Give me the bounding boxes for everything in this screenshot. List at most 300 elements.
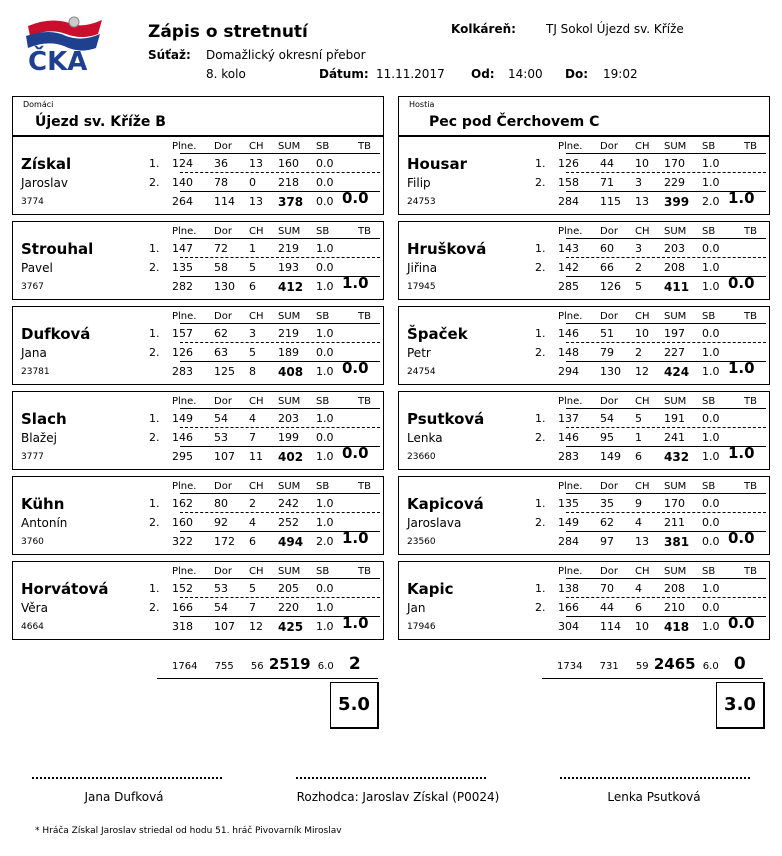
player-first-name: Jaroslav [21, 176, 68, 190]
total-ch: 13 [249, 195, 263, 208]
player-last-name: Horvátová [21, 580, 109, 598]
home-role: Domáci [23, 100, 54, 109]
sutaz-label: Súťaž: [148, 48, 191, 62]
total-d: 126 [600, 280, 621, 293]
total-sb: 1.0 [702, 450, 720, 463]
round-number: 2. [535, 516, 546, 529]
home-team-box [12, 96, 384, 136]
round-p: 147 [172, 242, 193, 255]
date-value: 11.11.2017 [376, 67, 445, 81]
round-number: 2. [149, 431, 160, 444]
row-divider [180, 512, 380, 513]
total-sum: 494 [278, 535, 304, 549]
player-first-name: Lenka [407, 431, 443, 445]
round-number: 1. [535, 582, 546, 595]
player-last-name: Kapicová [407, 495, 484, 513]
total-sb: 1.0 [316, 620, 334, 633]
round-ch: 2 [635, 346, 642, 359]
round-d: 53 [214, 431, 228, 444]
player-team-points: 0.0 [728, 614, 755, 632]
round-ch: 2 [249, 497, 256, 510]
away-totals [557, 654, 746, 674]
round-p: 148 [558, 346, 579, 359]
total-d: 97 [600, 535, 614, 548]
player-first-name: Jiřina [407, 261, 438, 275]
round-p: 162 [172, 497, 193, 510]
total-d: 114 [600, 620, 621, 633]
total-sb: 2.0 [316, 535, 334, 548]
total-sb: 1.0 [702, 365, 720, 378]
away-team-box [398, 96, 770, 136]
round-p: 135 [558, 497, 579, 510]
player-team-points: 0.0 [728, 529, 755, 547]
total-ch: 10 [635, 620, 649, 633]
round-p: 146 [558, 327, 579, 340]
column-header-tb: TB [358, 226, 371, 237]
player-first-name: Filip [407, 176, 431, 190]
cka-logo [22, 14, 106, 74]
row-divider [180, 427, 380, 428]
round-ch: 7 [249, 431, 256, 444]
total-sum: 411 [664, 280, 690, 294]
column-header: Plne. [172, 141, 197, 152]
away-player-card [398, 561, 770, 640]
round-sum: 205 [278, 582, 299, 595]
total-sum: 432 [664, 450, 690, 464]
player-last-name: Slach [21, 410, 67, 428]
round-d: 63 [214, 346, 228, 359]
round-ch: 0 [249, 176, 256, 189]
away-total-sum: 2465 [653, 655, 696, 673]
round-sum: 189 [278, 346, 299, 359]
round-number: 2. [149, 261, 160, 274]
home-player-card [12, 476, 384, 555]
row-divider [566, 427, 766, 428]
column-header: CH [249, 311, 264, 322]
total-sb: 1.0 [316, 450, 334, 463]
header-rule [566, 238, 766, 239]
total-p: 282 [172, 280, 193, 293]
round-number: 1. [149, 327, 160, 340]
round-p: 126 [558, 157, 579, 170]
column-header-tb: TB [744, 566, 757, 577]
away-total-ch: 59 [635, 661, 649, 672]
round-ch: 1 [635, 431, 642, 444]
end-label: Do: [565, 67, 589, 81]
round-ch: 6 [635, 601, 642, 614]
column-header: Plne. [558, 396, 583, 407]
column-header: SB [316, 481, 330, 492]
round-d: 58 [214, 261, 228, 274]
home-player-card [12, 561, 384, 640]
column-header: Dor [214, 566, 232, 577]
round-p: 166 [172, 601, 193, 614]
round-sum: 252 [278, 516, 299, 529]
player-id: 23560 [407, 537, 436, 547]
round-sum: 242 [278, 497, 299, 510]
header-rule [180, 238, 380, 239]
player-id: 4664 [21, 622, 44, 632]
round-sb: 0.0 [316, 431, 334, 444]
player-team-points: 1.0 [342, 529, 369, 547]
round-number: 1. [149, 242, 160, 255]
column-header: Dor [214, 226, 232, 237]
round-p: 138 [558, 582, 579, 595]
player-first-name: Jaroslava [407, 516, 462, 530]
player-id: 23781 [21, 367, 50, 377]
round-ch: 7 [249, 601, 256, 614]
player-last-name: Housar [407, 155, 467, 173]
round-sum: 197 [664, 327, 685, 340]
round-sum: 241 [664, 431, 685, 444]
total-p: 295 [172, 450, 193, 463]
player-id: 3777 [21, 452, 44, 462]
round-p: 124 [172, 157, 193, 170]
home-player-card [12, 221, 384, 300]
header-rule [566, 408, 766, 409]
round-number: 1. [535, 412, 546, 425]
round-ch: 4 [635, 516, 642, 529]
total-p: 322 [172, 535, 193, 548]
round-number: 1. [149, 157, 160, 170]
round-sb: 0.0 [702, 242, 720, 255]
column-header: CH [635, 396, 650, 407]
player-id: 24754 [407, 367, 436, 377]
total-ch: 13 [635, 195, 649, 208]
total-d: 172 [214, 535, 235, 548]
total-ch: 13 [635, 535, 649, 548]
round-ch: 5 [249, 261, 256, 274]
round-ch: 3 [249, 327, 256, 340]
round-sb: 0.0 [702, 601, 720, 614]
header-rule [566, 323, 766, 324]
player-id: 17945 [407, 282, 436, 292]
round-sum: 203 [278, 412, 299, 425]
round-sb: 1.0 [316, 327, 334, 340]
column-header-tb: TB [358, 396, 371, 407]
round-d: 95 [600, 431, 614, 444]
column-header: Dor [600, 141, 618, 152]
total-p: 294 [558, 365, 579, 378]
round-sb: 1.0 [702, 582, 720, 595]
player-first-name: Jan [407, 601, 426, 615]
column-header-tb: TB [358, 481, 371, 492]
total-ch: 6 [635, 450, 642, 463]
round-sum: 227 [664, 346, 685, 359]
signature-line-middle [296, 777, 486, 779]
total-d: 107 [214, 450, 235, 463]
column-header: Plne. [172, 566, 197, 577]
total-d: 130 [600, 365, 621, 378]
column-header: SUM [664, 226, 687, 237]
round-number: 1. [149, 582, 160, 595]
round-sb: 1.0 [316, 516, 334, 529]
home-player-card [12, 136, 384, 215]
away-player-card [398, 306, 770, 385]
column-header: Dor [600, 311, 618, 322]
round-d: 36 [214, 157, 228, 170]
round-sum: 219 [278, 327, 299, 340]
round-d: 54 [214, 601, 228, 614]
header-rule [180, 408, 380, 409]
column-header-tb: TB [358, 141, 371, 152]
total-sb: 0.0 [316, 195, 334, 208]
row-divider [566, 172, 766, 173]
column-header: Plne. [558, 566, 583, 577]
header-rule [566, 153, 766, 154]
round-p: 126 [172, 346, 193, 359]
total-sum: 425 [278, 620, 304, 634]
player-id: 3767 [21, 282, 44, 292]
round-sum: 220 [278, 601, 299, 614]
row-divider [566, 257, 766, 258]
column-header: SUM [278, 141, 301, 152]
column-header: SB [702, 141, 716, 152]
player-first-name: Antonín [21, 516, 68, 530]
round-sum: 203 [664, 242, 685, 255]
round-number: 1. [535, 157, 546, 170]
round-d: 80 [214, 497, 228, 510]
total-p: 283 [558, 450, 579, 463]
column-header: Plne. [558, 141, 583, 152]
player-id: 3774 [21, 197, 44, 207]
row-divider [180, 342, 380, 343]
row-divider [180, 257, 380, 258]
round-d: 54 [600, 412, 614, 425]
total-p: 284 [558, 535, 579, 548]
player-last-name: Psutková [407, 410, 485, 428]
home-total-sb: 6.0 [317, 661, 334, 672]
total-sum: 381 [664, 535, 690, 549]
column-header: Plne. [172, 481, 197, 492]
round-sb: 0.0 [702, 412, 720, 425]
column-header: SB [702, 396, 716, 407]
player-team-points: 1.0 [728, 189, 755, 207]
round-number: 2. [535, 176, 546, 189]
round-number: 2. [149, 601, 160, 614]
round-p: 140 [172, 176, 193, 189]
round-d: 53 [214, 582, 228, 595]
player-last-name: Získal [21, 155, 72, 173]
player-first-name: Jana [21, 346, 47, 360]
footnote: * Hráča Získal Jaroslav striedal od hodu 51. hráč Pivovarník Miroslav [35, 826, 342, 836]
round-number: 1. [149, 412, 160, 425]
column-header: SUM [278, 311, 301, 322]
round-d: 62 [600, 516, 614, 529]
signature-home: Jana Dufková [84, 790, 164, 804]
round-sum: 170 [664, 497, 685, 510]
total-sb: 0.0 [702, 535, 720, 548]
round-ch: 4 [249, 412, 256, 425]
column-header: CH [249, 566, 264, 577]
round-ch: 4 [249, 516, 256, 529]
round-number: 1. [535, 327, 546, 340]
round-p: 157 [172, 327, 193, 340]
player-id: 17946 [407, 622, 436, 632]
column-header-tb: TB [358, 566, 371, 577]
total-ch: 11 [249, 450, 263, 463]
column-header: SUM [278, 481, 301, 492]
total-sum: 412 [278, 280, 304, 294]
home-total-tb: 2 [348, 654, 361, 674]
round-ch: 2 [635, 261, 642, 274]
round-ch: 4 [635, 582, 642, 595]
round-sum: 210 [664, 601, 685, 614]
round-sb: 1.0 [702, 157, 720, 170]
round-d: 62 [214, 327, 228, 340]
away-team-name: Pec pod Čerchovem C [429, 114, 600, 130]
round-sum: 193 [278, 261, 299, 274]
row-divider [180, 172, 380, 173]
total-p: 285 [558, 280, 579, 293]
total-sb: 1.0 [702, 620, 720, 633]
round-sb: 1.0 [316, 412, 334, 425]
away-player-card [398, 476, 770, 555]
sutaz-value: Domažlický okresní přebor [206, 48, 366, 62]
round-number: 1. [535, 242, 546, 255]
round-ch: 13 [249, 157, 263, 170]
round-sb: 1.0 [316, 497, 334, 510]
total-ch: 6 [249, 280, 256, 293]
signature-line-left [32, 777, 222, 779]
round-p: 137 [558, 412, 579, 425]
header-rule [566, 578, 766, 579]
round-sb: 0.0 [316, 346, 334, 359]
round-sum: 219 [278, 242, 299, 255]
row-divider [566, 342, 766, 343]
total-p: 264 [172, 195, 193, 208]
round-ch: 3 [635, 176, 642, 189]
round-number: 1. [535, 497, 546, 510]
player-first-name: Blažej [21, 431, 57, 445]
column-header: Dor [600, 566, 618, 577]
away-total-line [542, 678, 763, 679]
round-sb: 0.0 [316, 157, 334, 170]
player-team-points: 1.0 [342, 614, 369, 632]
total-sb: 1.0 [316, 280, 334, 293]
player-team-points: 1.0 [342, 274, 369, 292]
column-header: SB [702, 481, 716, 492]
total-d: 149 [600, 450, 621, 463]
round-sb: 0.0 [702, 327, 720, 340]
away-player-card [398, 391, 770, 470]
svg-text:ČKA: ČKA [28, 47, 88, 74]
column-header: Dor [214, 141, 232, 152]
total-d: 115 [600, 195, 621, 208]
round-p: 142 [558, 261, 579, 274]
column-header: CH [635, 311, 650, 322]
round-number: 2. [535, 261, 546, 274]
round-p: 143 [558, 242, 579, 255]
round-sum: 199 [278, 431, 299, 444]
column-header: Dor [600, 226, 618, 237]
column-header: CH [249, 141, 264, 152]
column-header: SB [316, 141, 330, 152]
round-sum: 211 [664, 516, 685, 529]
home-player-card [12, 391, 384, 470]
signature-line-right [560, 777, 750, 779]
home-team-name: Újezd sv. Kříže B [35, 114, 166, 130]
round-d: 51 [600, 327, 614, 340]
column-header: Plne. [172, 226, 197, 237]
column-header: Plne. [558, 481, 583, 492]
round-number: 2. [149, 176, 160, 189]
player-team-points: 1.0 [728, 359, 755, 377]
round-ch: 3 [635, 242, 642, 255]
total-d: 114 [214, 195, 235, 208]
start-label: Od: [471, 67, 495, 81]
total-ch: 6 [249, 535, 256, 548]
total-sum: 418 [664, 620, 690, 634]
column-header-tb: TB [744, 396, 757, 407]
home-total-dor: 755 [214, 661, 234, 672]
header-rule [566, 493, 766, 494]
round-d: 35 [600, 497, 614, 510]
round-p: 158 [558, 176, 579, 189]
away-player-card [398, 136, 770, 215]
column-header: Plne. [558, 226, 583, 237]
total-sb: 1.0 [702, 280, 720, 293]
total-ch: 5 [635, 280, 642, 293]
total-p: 284 [558, 195, 579, 208]
player-team-points: 0.0 [342, 444, 369, 462]
round-sb: 0.0 [702, 516, 720, 529]
round-d: 44 [600, 157, 614, 170]
column-header: SB [316, 226, 330, 237]
round-d: 60 [600, 242, 614, 255]
row-divider [180, 597, 380, 598]
away-total-tb: 0 [733, 654, 746, 674]
column-header: SUM [278, 226, 301, 237]
column-header: CH [635, 226, 650, 237]
column-header-tb: TB [744, 311, 757, 322]
home-total-plne: 1764 [172, 661, 198, 672]
round-d: 71 [600, 176, 614, 189]
column-header-tb: TB [744, 141, 757, 152]
column-header: SUM [278, 566, 301, 577]
column-header: Plne. [558, 311, 583, 322]
player-first-name: Pavel [21, 261, 53, 275]
total-d: 125 [214, 365, 235, 378]
player-last-name: Špaček [407, 325, 468, 343]
round-sum: 160 [278, 157, 299, 170]
round-sum: 229 [664, 176, 685, 189]
round-d: 70 [600, 582, 614, 595]
column-header: Plne. [172, 396, 197, 407]
column-header: CH [635, 141, 650, 152]
column-header: CH [249, 226, 264, 237]
player-id: 23660 [407, 452, 436, 462]
total-d: 107 [214, 620, 235, 633]
signature-away: Lenka Psutková [607, 790, 701, 804]
total-ch: 12 [249, 620, 263, 633]
away-total-sb: 6.0 [702, 661, 719, 672]
round-value: 8. kolo [206, 67, 246, 81]
round-p: 149 [172, 412, 193, 425]
total-sum: 402 [278, 450, 304, 464]
round-d: 79 [600, 346, 614, 359]
round-d: 78 [214, 176, 228, 189]
round-sum: 170 [664, 157, 685, 170]
total-ch: 12 [635, 365, 649, 378]
total-sum: 424 [664, 365, 690, 379]
total-ch: 8 [249, 365, 256, 378]
player-first-name: Petr [407, 346, 431, 360]
total-sb: 2.0 [702, 195, 720, 208]
column-header: Dor [600, 481, 618, 492]
round-sb: 1.0 [702, 261, 720, 274]
round-p: 135 [172, 261, 193, 274]
